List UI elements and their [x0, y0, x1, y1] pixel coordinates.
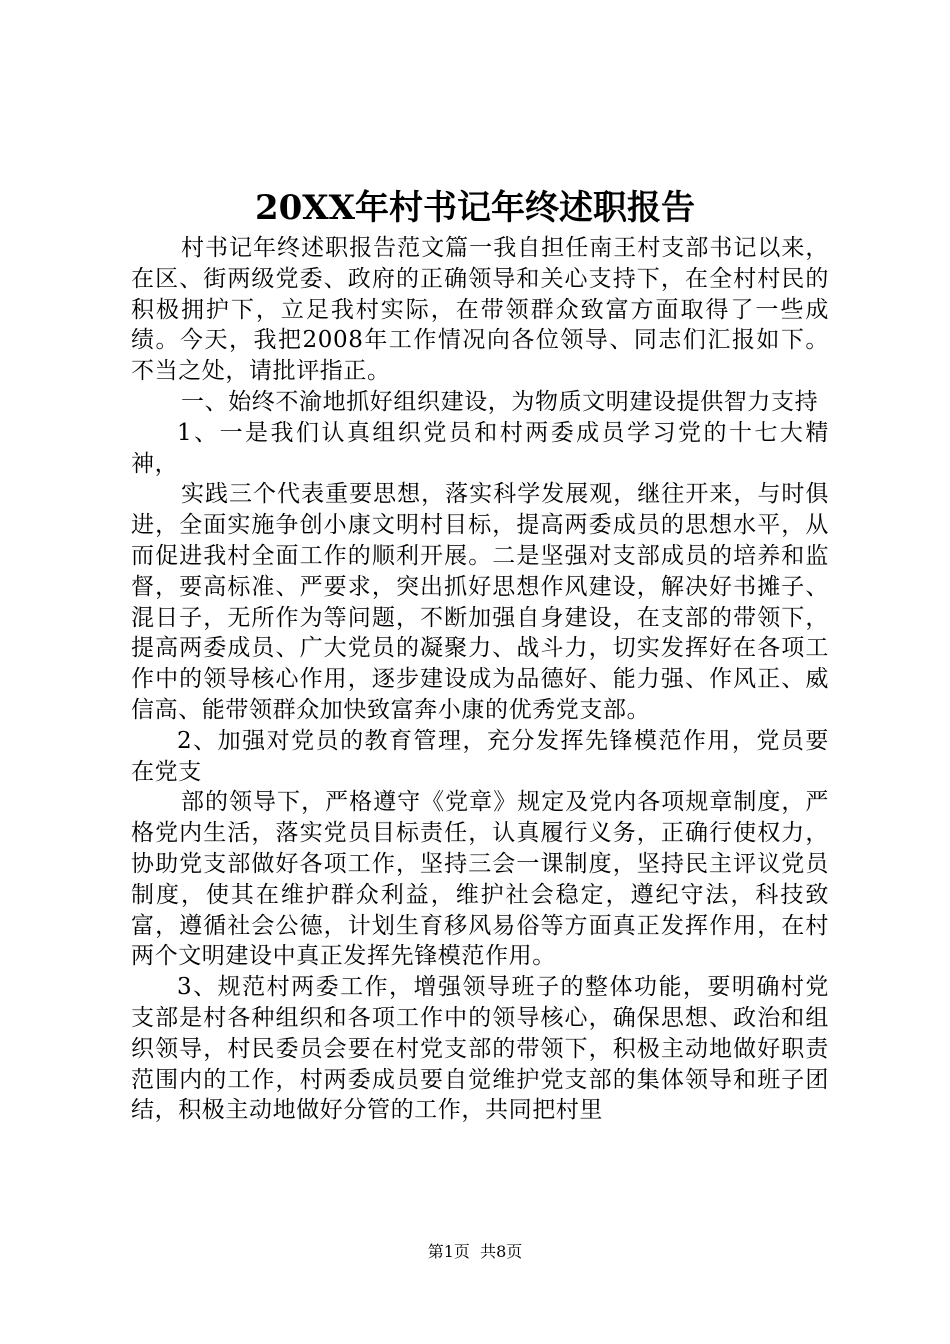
paragraph-item-1-body: 实践三个代表重要思想，落实科学发展观，继往开来，与时俱进，全面实施争创小康文明村目标，提高两委成员的思想水平，从而促进我村全面工作的顺利开展。二是坚强对支部成员的培养和监督，要高标准、严要求，突出抓好思想作风建设，解决好书摊子、混日子，无所作为等问题，不断加强自身建设，在支部的带领下，提高两委成员、广大党员的凝聚力、战斗力，切实发挥好在各项工作中的领导核心作用，逐步建设成为品德好、能力强、作风正、威信高、能带领群众加快致富奔小康的优秀党支部。	[131, 481, 829, 723]
paragraph-item-3: 3、规范村两委工作，增强领导班子的整体功能，要明确村党支部是村各种组织和各项工作中的领导核心，确保思想、政治和组织领导，村民委员会要在村党支部的带领下，积极主动地做好职责范围内的工作，村两委成员要自觉维护党支部的集体领导和班子团结，积极主动地做好分管的工作，共同把村里	[131, 974, 829, 1124]
paragraph-item-1: 1、一是我们认真组织党员和村两委成员学习党的十七大精神，	[131, 419, 829, 477]
page-footer	[0, 1241, 950, 1263]
page-number-label: 第1页 共8页	[427, 1242, 523, 1261]
section-heading-1: 一、始终不渝地抓好组织建设，为物质文明建设提供智力支持	[181, 388, 819, 415]
paragraph-intro: 村书记年终述职报告范文篇一我自担任南王村支部书记以来，在区、街两级党委、政府的正确领导和关心支持下，在全村村民的积极拥护下，立足我村实际，在带领群众致富方面取得了一些成绩。今天，我把2008年工作情况向各位领导、同志们汇报如下。不当之处，请批评指正。	[131, 235, 829, 385]
document-body	[131, 233, 829, 1126]
paragraph-item-2: 2、加强对党员的教育管理，充分发挥先锋模范作用，党员要在党支	[131, 727, 829, 785]
paragraph-item-2-body: 部的领导下，严格遵守《党章》规定及党内各项规章制度，严格党内生活，落实党员目标责任，认真履行义务，正确行使权力，协助党支部做好各项工作，坚持三会一课制度，坚持民主评议党员制度，使其在维护群众利益，维护社会稳定，遵纪守法，科技致富，遵循社会公德，计划生育移风易俗等方面真正发挥作用，在村两个文明建设中真正发挥先锋模范作用。	[131, 789, 829, 970]
document-title: 20XX年村书记年终述职报告	[254, 188, 696, 228]
